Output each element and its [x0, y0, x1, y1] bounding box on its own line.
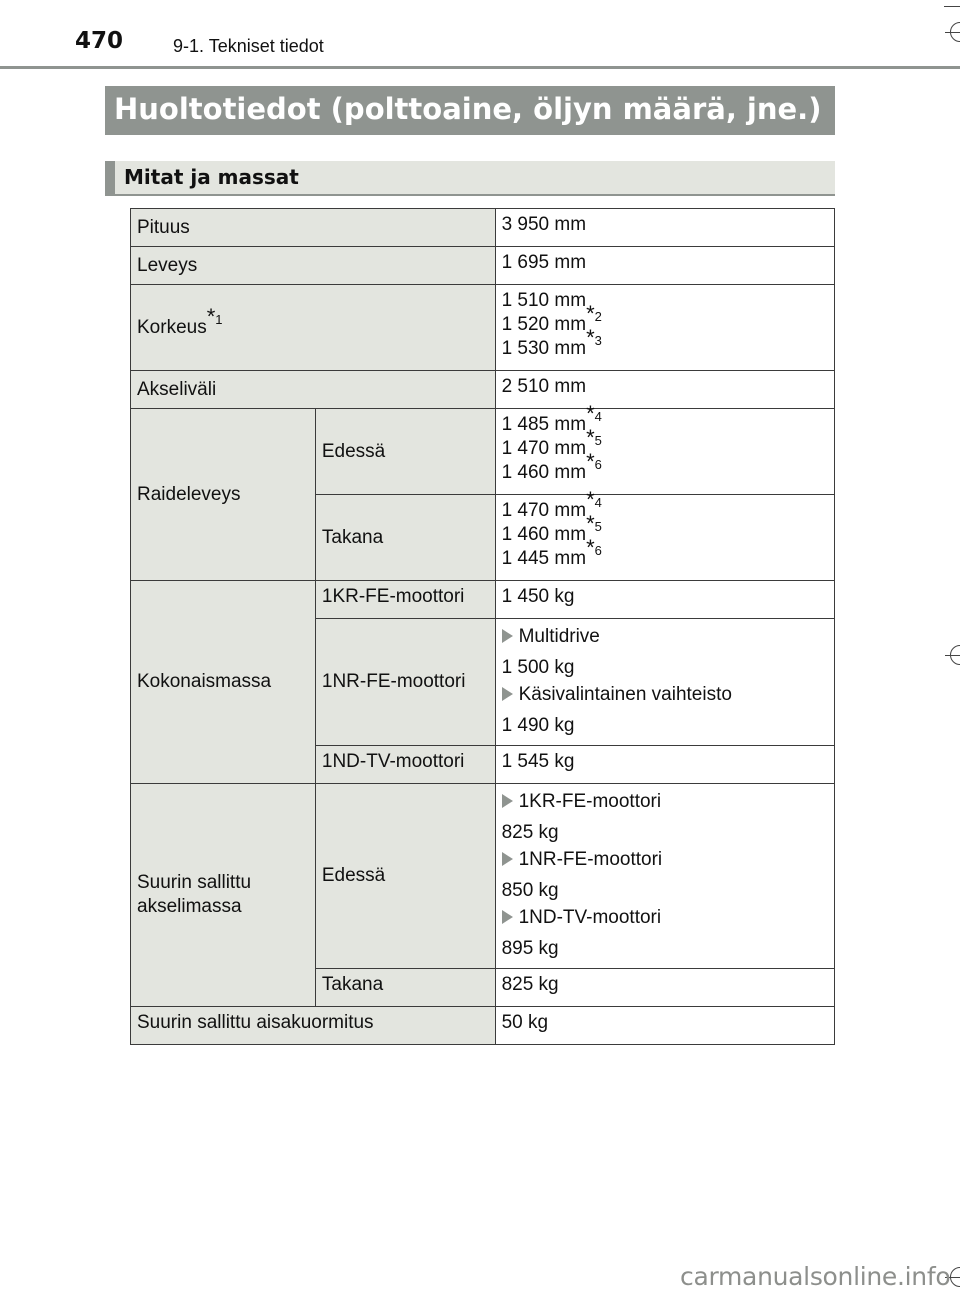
sub-label: 1NR-FE-moottori [315, 619, 495, 746]
footnote-ref: 6 [594, 457, 602, 472]
sub-heading: Mitat ja massat [105, 161, 835, 196]
crop-line-top [944, 6, 960, 7]
value-line: 1 460 $mm^{*6}$ [501, 449, 602, 483]
triangle-bullet-icon [502, 687, 513, 701]
table-row-tread-front [131, 409, 835, 495]
row-value [495, 619, 834, 746]
option-value: 1 490 kg [501, 715, 575, 736]
value-line: 1 520 $mm^{*2}$ [501, 301, 602, 335]
option-heading: 1NR-FE-moottori [502, 848, 827, 872]
value-line: 1 485 $mm^{*4}$ [501, 401, 602, 435]
row-value: 50 kg [495, 1007, 834, 1045]
table-row-height [131, 285, 835, 371]
table-row-drawbar [131, 1007, 835, 1045]
sub-label: 1ND-TV-moottori [315, 746, 495, 784]
table-row-axle-front [131, 784, 835, 969]
row-value: 1 695 mm [495, 247, 834, 285]
row-value: 2 510 mm [495, 371, 834, 409]
option-value: 1 500 kg [501, 657, 575, 678]
option-heading: Multidrive [502, 625, 827, 649]
dimensions-weights-table [130, 208, 835, 1045]
row-label: Suurin sallittu aisakuormitus [131, 1007, 496, 1045]
row-value [495, 784, 834, 969]
value-line: 1 470 $mm^{*5}$ [501, 425, 602, 459]
row-label: Kokonaismassa [131, 581, 316, 784]
footnote-ref: 5 [594, 519, 602, 534]
triangle-bullet-icon [502, 794, 513, 808]
table-row-weight-1kr [131, 581, 835, 619]
row-value [495, 487, 834, 581]
sub-label: Edessä [315, 784, 495, 969]
value-line: 1 530 $mm^{*3}$ [501, 325, 602, 359]
value-line: 1 445 $mm^{*6}$ [501, 535, 602, 569]
row-value [495, 401, 834, 495]
sub-label: Edessä [315, 409, 495, 495]
footnote-ref: 3 [594, 333, 602, 348]
sub-label: Takana [315, 495, 495, 581]
table-row-width [131, 247, 835, 285]
row-label: Akseliväli [131, 371, 496, 409]
row-label: Leveys [131, 247, 496, 285]
height-label: Korkeus [137, 316, 207, 338]
option-value: 825 kg [501, 822, 559, 843]
row-value: 3 950 mm [495, 209, 834, 247]
value-line: 1 510 mm [501, 290, 587, 311]
option-heading: Käsivalintainen vaihteisto [502, 683, 827, 707]
footnote-ref: 4 [594, 409, 602, 424]
table-row-wheelbase [131, 371, 835, 409]
row-value: 1 545 kg [495, 746, 834, 784]
section-title: 9-1. Tekniset tiedot [173, 36, 324, 56]
value-line: 1 460 $mm^{*5}$ [501, 511, 602, 545]
row-label: Suurin sallittu akselimassa [131, 784, 316, 1007]
sub-label: 1KR-FE-moottori [315, 581, 495, 619]
option-value: 895 kg [501, 938, 559, 959]
row-label: Raideleveys [131, 409, 316, 581]
triangle-bullet-icon [502, 629, 513, 643]
option-heading: 1KR-FE-moottori [502, 790, 827, 814]
row-value: 825 kg [495, 969, 834, 1007]
table-row-length [131, 209, 835, 247]
main-heading: Huoltotiedot (polttoaine, öljyn määrä, jne.) [105, 86, 835, 135]
option-value: 850 kg [501, 880, 559, 901]
footnote-ref: 2 [594, 309, 602, 324]
option-heading: 1ND-TV-moottori [502, 906, 827, 930]
watermark: carmanualsonline.info [680, 1262, 951, 1291]
row-value: 1 450 kg [495, 581, 834, 619]
registration-mark-middle [945, 640, 960, 670]
footnote-ref: 4 [594, 495, 602, 510]
header-rule [0, 66, 960, 69]
registration-mark-top [945, 17, 960, 47]
row-value [495, 285, 834, 371]
sub-label: Takana [315, 969, 495, 1007]
triangle-bullet-icon [502, 852, 513, 866]
row-label: Korkeus$^{*1}$ [131, 285, 496, 371]
footnote-ref: 1 [215, 311, 223, 327]
footnote-ref: 6 [594, 543, 602, 558]
value-line: 1 470 $mm^{*4}$ [501, 487, 602, 521]
page-number: 470 [75, 28, 124, 54]
triangle-bullet-icon [502, 910, 513, 924]
footnote-ref: 5 [594, 433, 602, 448]
row-label: Pituus [131, 209, 496, 247]
